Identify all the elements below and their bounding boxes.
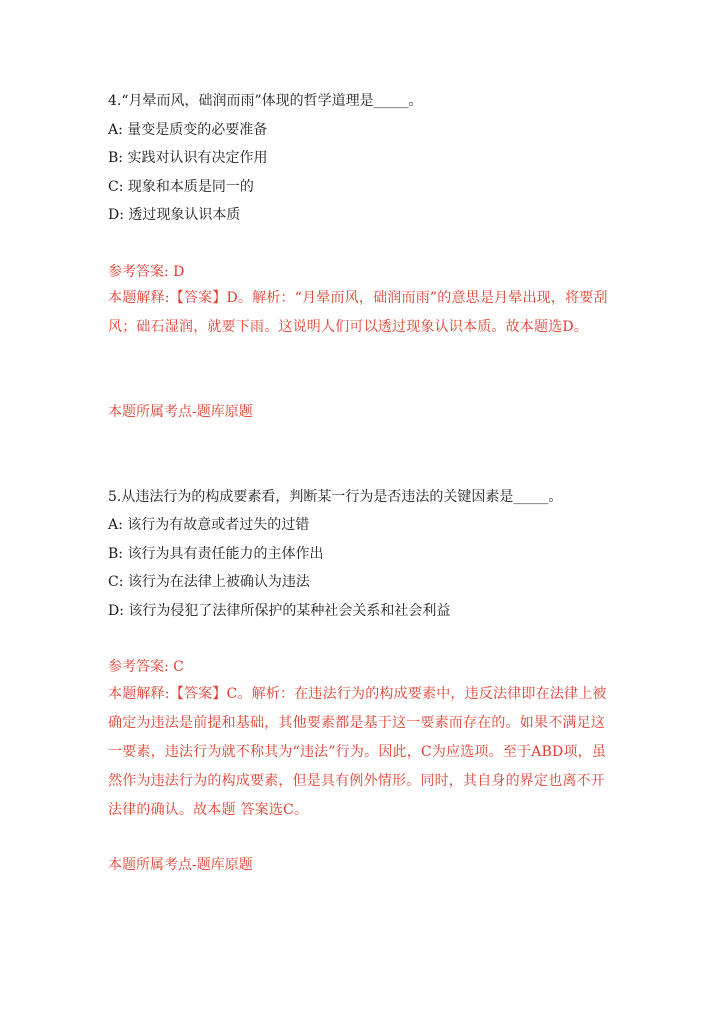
option-a: A: 量变是质变的必要准备 (108, 122, 268, 138)
question-stem: 5.从违法行为的构成要素看，判断某一行为是否违法的关键因素是_____。 (108, 489, 563, 505)
option-c: C: 该行为在法律上被确认为违法 (108, 574, 310, 590)
reference-answer: 参考答案: C (108, 659, 184, 675)
option-b: B: 实践对认识有决定作用 (108, 150, 268, 166)
question-stem: 4.“月晕而风，础润而雨”体现的哲学道理是_____。 (108, 93, 423, 109)
option-c: C: 现象和本质是同一的 (108, 179, 254, 195)
reference-answer: 参考答案: D (108, 264, 185, 280)
option-d: D: 该行为侵犯了法律所保护的某种社会关系和社会利益 (108, 603, 451, 619)
answer-explanation: 本题解释:【答案】C。解析：在违法行为的构成要素中，违反法律即在法律上被确定为违法是前提和基础，其他要素都是基于这一要素而存在的。如果不满足这一要素，违法行为就不称其为“违法”行为。因此，C为应选项。至于ABD项，虽然作为违法行为的构成要素，但是具有例外情形。同时，其自身的界定也离不开法律的确认。故本题 答案选C。 (108, 686, 607, 818)
option-a: A: 该行为有故意或者过失的过错 (108, 517, 310, 533)
option-d: D: 透过现象认识本质 (108, 207, 241, 223)
option-b: B: 该行为具有责任能力的主体作出 (108, 546, 324, 562)
answer-explanation: 本题解释:【答案】D。解析：“月晕而风，础润而雨”的意思是月晕出现，将要刮风；础石湿润，就要下雨。这说明人们可以透过现象认识本质。故本题选D。 (108, 290, 608, 335)
question-source: 本题所属考点-题库原题 (108, 857, 253, 873)
question-source: 本题所属考点-题库原题 (108, 404, 253, 420)
